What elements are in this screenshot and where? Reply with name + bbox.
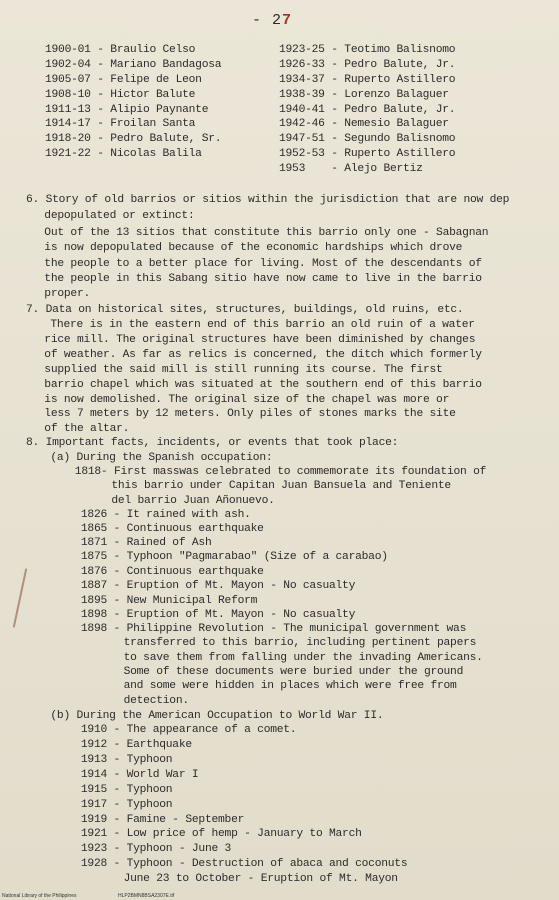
official-entry: 1942-46 - Nemesio Balaguer xyxy=(279,118,449,131)
body-line: 1910 - The appearance of a comet. xyxy=(80,724,297,736)
body-line: 1921 - Low price of hemp - January to March xyxy=(80,828,362,840)
body-line: the people to a better place for living. Most of the descendants of xyxy=(44,258,482,270)
body-line: 1865 - Continuous earthquake xyxy=(80,523,264,535)
body-line: June 23 to October - Eruption of Mt. Mayon xyxy=(123,873,398,885)
body-line: the people in this Sabang sitio have now came to live in the barrio xyxy=(44,273,482,285)
body-line: 6. Story of old barrios or sitios within the jurisdiction that are now dep xyxy=(26,194,510,206)
official-entry: 1908-10 - Hictor Balute xyxy=(45,88,196,101)
body-line: 1818- First masswas celebrated to commemorate its foundation of xyxy=(74,466,487,478)
body-line: this barrio under Capitan Juan Bansuela and Teniente xyxy=(111,480,451,492)
official-entry: 1938-39 - Lorenzo Balaguer xyxy=(279,88,449,101)
body-line: 8. Important facts, incidents, or events that took place: xyxy=(26,437,399,449)
body-line: 1923 - Typhoon - June 3 xyxy=(80,843,232,855)
body-line: Some of these documents were buried under the ground xyxy=(123,666,464,678)
official-entry: 1926-33 - Pedro Balute, Jr. xyxy=(279,58,456,71)
body-line: Out of the 13 sitios that constitute this barrio only one - Sabagnan xyxy=(44,227,489,239)
official-entry: 1911-13 - Alipio Paynante xyxy=(45,103,209,116)
body-line: 1876 - Continuous earthquake xyxy=(80,566,264,578)
body-line: 1919 - Famine - September xyxy=(80,814,245,826)
margin-pen-mark xyxy=(13,568,27,627)
official-entry: 1900-01 - Braulio Celso xyxy=(45,44,196,56)
officials-list-right xyxy=(279,43,455,177)
body-line: barrio chapel which was situated at the southern end of this barrio xyxy=(44,379,482,391)
body-line: 1917 - Typhoon xyxy=(80,799,173,811)
official-entry: 1902-04 - Mariano Bandagosa xyxy=(45,58,222,71)
body-line: 1915 - Typhoon xyxy=(80,784,173,796)
body-line: of weather. As far as relics is concerned, the ditch which formerly xyxy=(44,349,482,361)
body-line: 1875 - Typhoon "Pagmarabao" (Size of a carabao) xyxy=(80,551,388,563)
body-line: to save them from falling under the invading Americans. xyxy=(123,652,483,664)
body-line: of the altar. xyxy=(44,423,130,435)
footer-file-name: HLP2BMN8BSA2307E.tif xyxy=(118,893,175,899)
official-entry: 1934-37 - Ruperto Astillero xyxy=(279,73,456,86)
body-line: is now demolished. The original size of the chapel was more or xyxy=(44,394,450,406)
official-entry: 1914-17 - Froilan Santa xyxy=(45,118,196,131)
body-line: 1898 - Eruption of Mt. Mayon - No casualty xyxy=(80,609,356,621)
body-line: 1826 - It rained with ash. xyxy=(80,509,251,521)
body-line: 1871 - Rained of Ash xyxy=(80,537,212,549)
body-line: detection. xyxy=(123,695,189,707)
body-line: 1912 - Earthquake xyxy=(80,739,192,751)
body-line: 1887 - Eruption of Mt. Mayon - No casualty xyxy=(80,580,356,592)
body-line: del barrio Juan Añonuevo. xyxy=(111,495,275,507)
official-entry: 1923-25 - Teotimo Balisnomo xyxy=(279,44,456,56)
body-line: (a) During the Spanish occupation: xyxy=(50,452,273,464)
body-line: less 7 meters by 12 meters. Only piles of stones marks the site xyxy=(44,408,456,420)
body-line: rice mill. The original structures have been diminished by changes xyxy=(44,334,476,346)
body-line: proper. xyxy=(44,288,91,300)
body-line: and some were hidden in places which were free from xyxy=(123,680,457,692)
body-line: 1898 - Philippine Revolution - The municipal government was xyxy=(80,623,467,635)
body-line: 1914 - World War I xyxy=(80,769,199,781)
officials-list-left xyxy=(45,43,221,162)
official-entry: 1905-07 - Felipe de Leon xyxy=(45,73,202,86)
official-entry: 1921-22 - Nicolas Balila xyxy=(45,148,202,161)
official-entry: 1940-41 - Pedro Balute, Jr. xyxy=(279,103,456,116)
body-line: There is in the eastern end of this barrio an old ruin of a water xyxy=(50,319,475,331)
official-entry: 1953 - Alejo Bertiz xyxy=(279,163,423,176)
official-entry: 1947-51 - Segundo Balisnomo xyxy=(279,133,456,146)
official-entry: 1918-20 - Pedro Balute, Sr. xyxy=(45,133,222,146)
body-line: 7. Data on historical sites, structures, buildings, old ruins, etc. xyxy=(26,304,464,316)
footer-library-credit: National Library of the Philippines xyxy=(2,893,77,899)
body-line: is now depopulated because of the economic hardships which drove xyxy=(44,242,463,254)
body-line: transferred to this barrio, including pertinent papers xyxy=(123,637,477,649)
page-number: - 27 xyxy=(252,12,293,29)
official-entry: 1952-53 - Ruperto Astillero xyxy=(279,148,456,161)
body-line: (b) During the American Occupation to World War II. xyxy=(50,710,384,722)
body-line: 1895 - New Municipal Reform xyxy=(80,595,258,607)
body-line: 1928 - Typhoon - Destruction of abaca and coconuts xyxy=(80,858,408,870)
body-line: depopulated or extinct: xyxy=(44,210,195,222)
body-line: supplied the said mill is still running its course. The first xyxy=(44,364,443,376)
body-line: 1913 - Typhoon xyxy=(80,754,173,766)
